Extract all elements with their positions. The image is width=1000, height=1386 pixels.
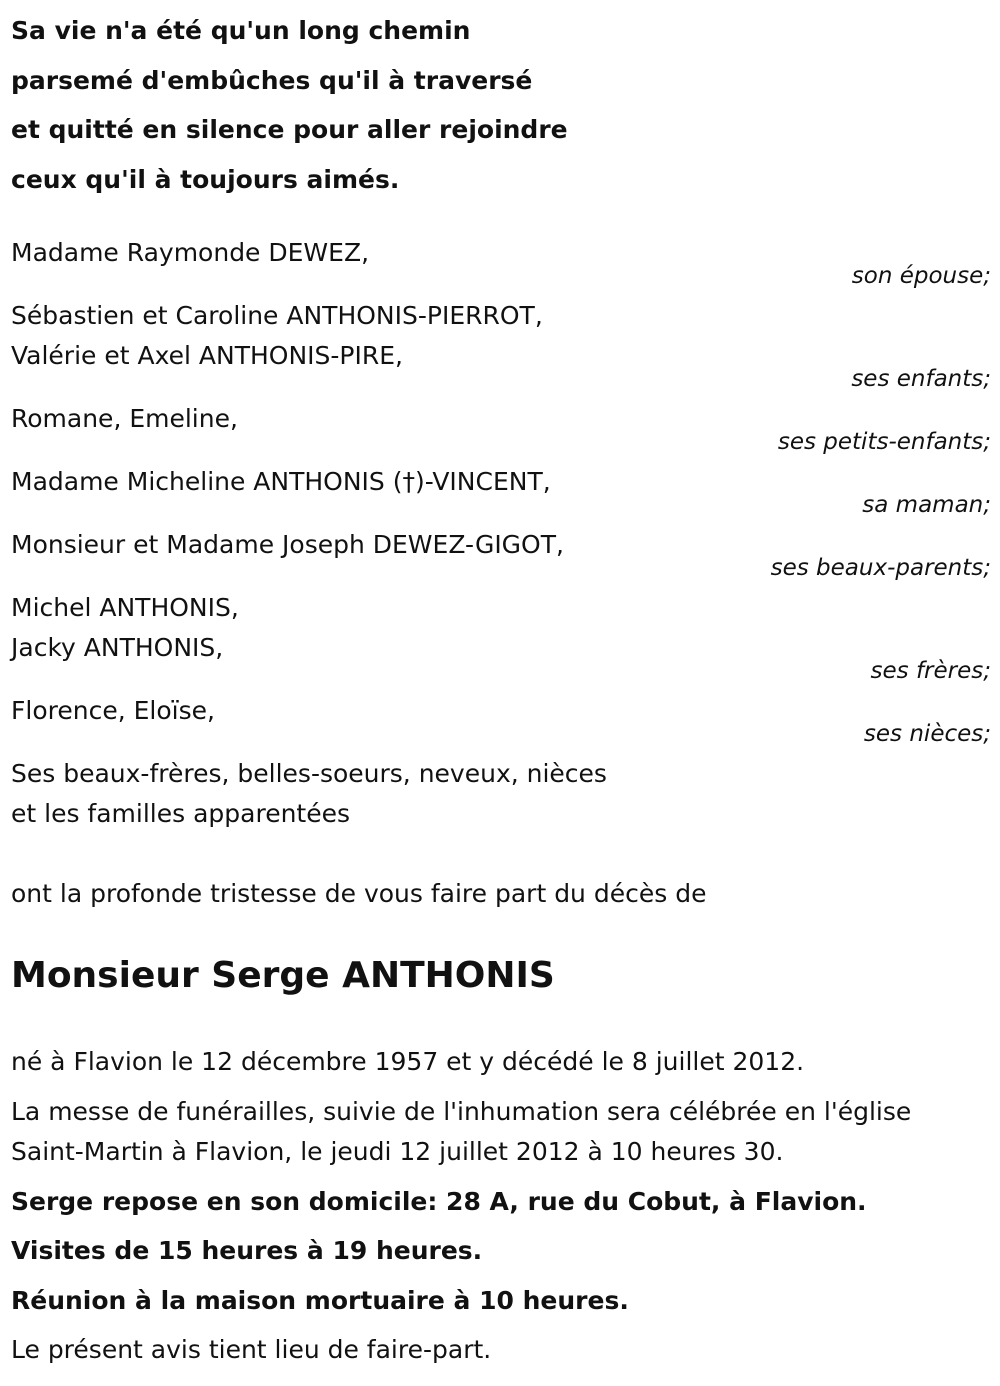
grandchildren-names: Romane, Emeline, xyxy=(11,404,238,433)
brother-name-1: Michel ANTHONIS, xyxy=(11,593,239,622)
poem-line-4: ceux qu'il à toujours aimés. xyxy=(11,164,400,194)
extended-family-line-2: et les familles apparentées xyxy=(11,799,351,828)
in-laws-name: Monsieur et Madame Joseph DEWEZ-GIGOT, xyxy=(11,530,564,559)
poem-line-3: et quitté en silence pour aller rejoindre xyxy=(11,115,568,144)
in-laws-relation: ses beaux-parents; xyxy=(770,555,991,581)
mother-relation: sa maman; xyxy=(862,492,991,518)
child-name-2: Valérie et Axel ANTHONIS-PIRE, xyxy=(11,341,403,370)
extended-family-line-1: Ses beaux-frères, belles-soeurs, neveux, nièces xyxy=(11,759,607,788)
announcement-text: ont la profonde tristesse de vous faire part du décès de xyxy=(11,879,707,908)
family-entry-children xyxy=(11,296,991,396)
birth-death-text: né à Flavion le 12 décembre 1957 et y décédé le 8 juillet 2012. xyxy=(11,1047,805,1076)
family-entry-nieces xyxy=(11,691,991,753)
deceased-name: Monsieur Serge ANTHONIS xyxy=(11,955,555,996)
funeral-text-line-2: Saint-Martin à Flavion, le jeudi 12 juillet 2012 à 10 heures 30. xyxy=(11,1137,784,1166)
nieces-names: Florence, Eloïse, xyxy=(11,696,215,725)
nieces-relation: ses nièces; xyxy=(863,721,991,747)
family-entry-extended xyxy=(11,754,991,834)
spouse-relation: son épouse; xyxy=(851,263,991,289)
poem-line-2: parsemé d'embûches qu'il à traversé xyxy=(11,65,533,95)
family-entry-grandchildren xyxy=(11,399,991,461)
mother-name: Madame Micheline ANTHONIS (†)-VINCENT, xyxy=(11,467,551,496)
rest-location-text: Serge repose en son domicile: 28 A, rue du Cobut, à Flavion. xyxy=(11,1187,867,1216)
spouse-name: Madame Raymonde DEWEZ, xyxy=(11,238,370,267)
notice-text: Le présent avis tient lieu de faire-part. xyxy=(11,1335,492,1364)
meeting-text: Réunion à la maison mortuaire à 10 heures. xyxy=(11,1286,629,1315)
grandchildren-relation: ses petits-enfants; xyxy=(777,429,991,455)
funeral-text-line-1: La messe de funérailles, suivie de l'inhumation sera célébrée en l'église xyxy=(11,1097,912,1126)
family-entry-spouse xyxy=(11,233,991,295)
brothers-relation: ses frères; xyxy=(870,658,991,684)
family-entry-in-laws xyxy=(11,525,991,587)
family-entry-mother xyxy=(11,462,991,524)
poem-line-1: Sa vie n'a été qu'un long chemin xyxy=(11,16,471,45)
child-name-1: Sébastien et Caroline ANTHONIS-PIERROT, xyxy=(11,301,543,330)
children-relation: ses enfants; xyxy=(851,366,991,392)
brother-name-2: Jacky ANTHONIS, xyxy=(11,633,224,662)
visits-text: Visites de 15 heures à 19 heures. xyxy=(11,1236,483,1265)
poem xyxy=(11,6,991,204)
family-entry-brothers xyxy=(11,588,991,688)
